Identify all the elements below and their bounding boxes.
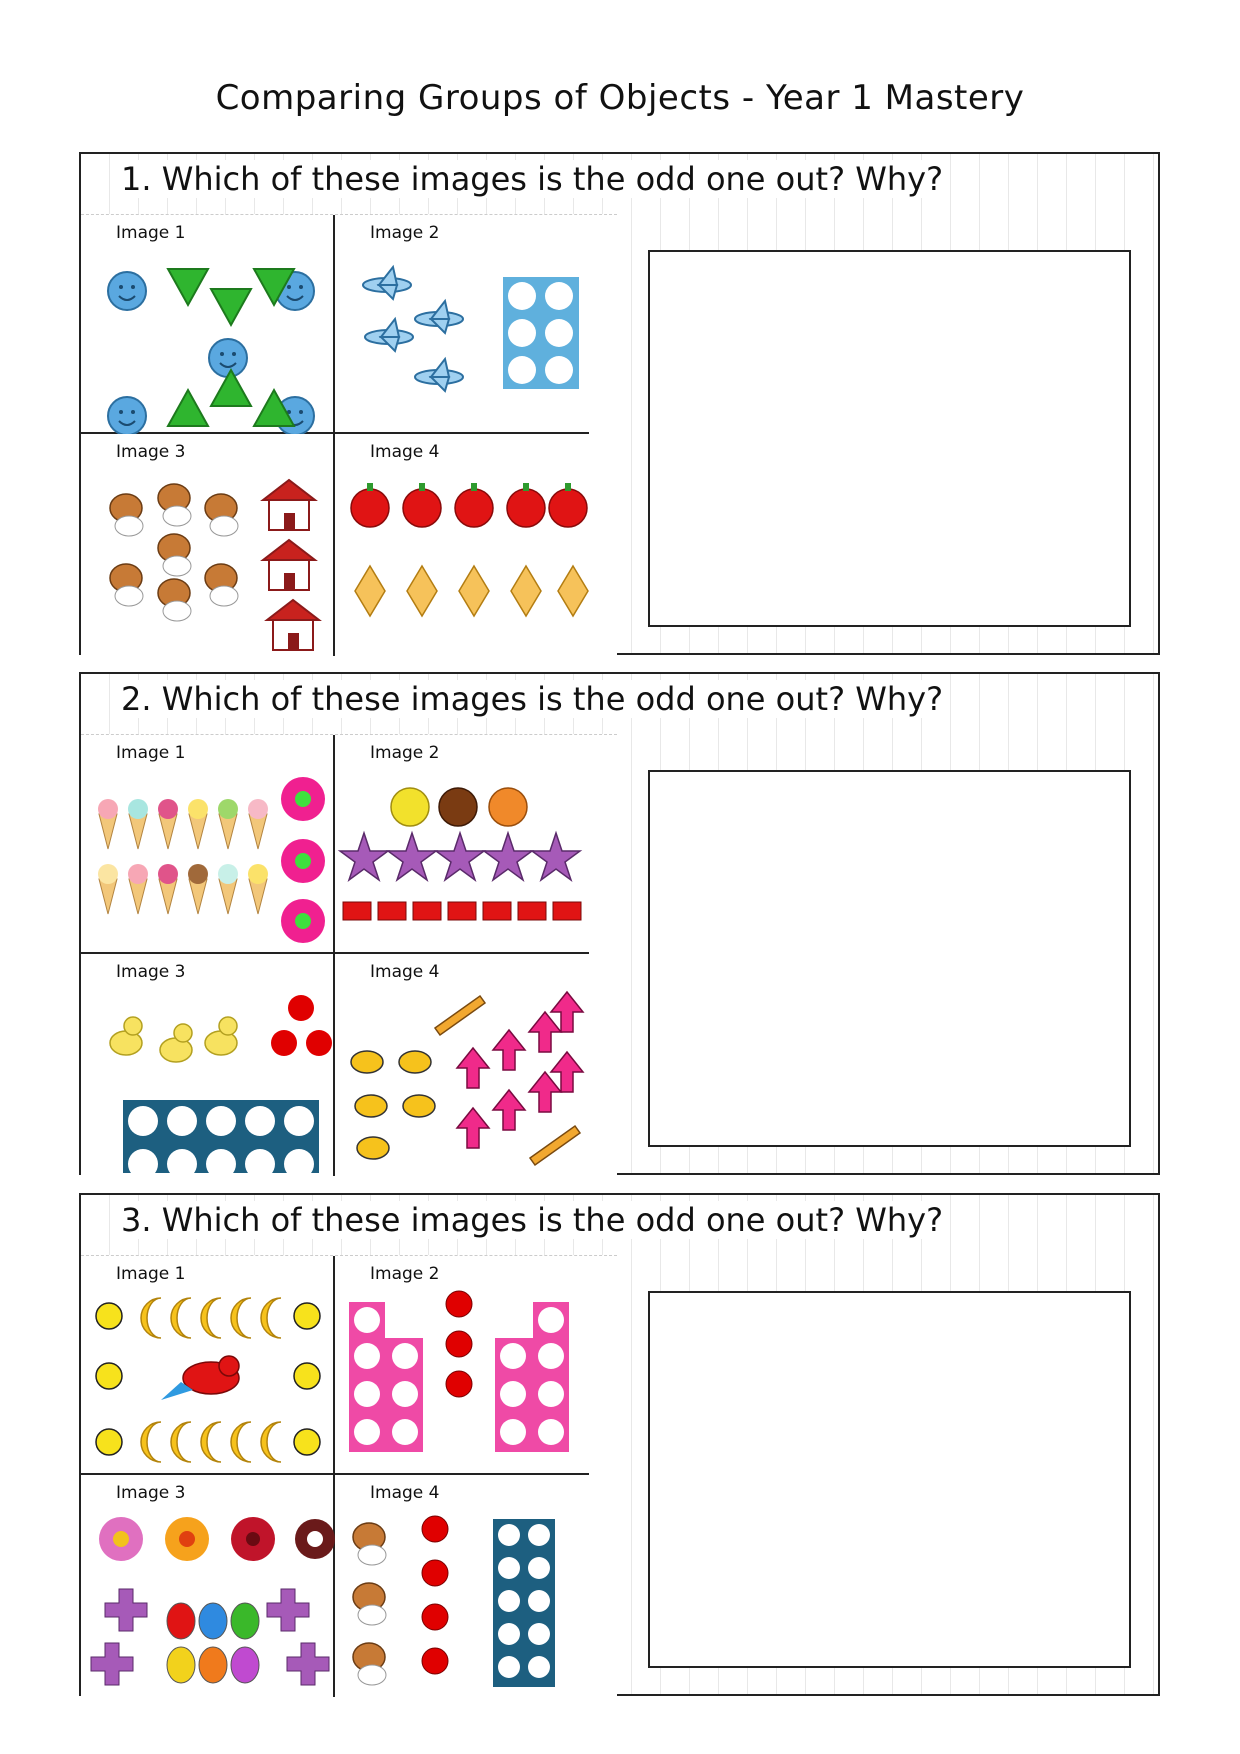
image-label: Image 2 bbox=[370, 1264, 440, 1284]
smiley-triangle-picture bbox=[81, 249, 335, 434]
question-section-1 bbox=[79, 152, 1160, 655]
image-1-panel bbox=[81, 215, 335, 434]
image-3-panel bbox=[81, 954, 335, 1176]
image-label: Image 4 bbox=[370, 962, 440, 982]
answer-box-3[interactable] bbox=[648, 1291, 1131, 1668]
suns-moons-parrot-picture bbox=[81, 1290, 335, 1475]
bees-arrows-pencils-picture bbox=[335, 988, 589, 1173]
image-grid-3 bbox=[81, 1255, 617, 1697]
pink-shapes-dots-picture bbox=[335, 1290, 589, 1475]
puppies-dots-tenframe-picture bbox=[335, 1509, 589, 1694]
image-4-panel bbox=[335, 954, 589, 1176]
image-2-panel bbox=[335, 735, 589, 954]
image-3-panel bbox=[81, 1475, 335, 1697]
question-1-text: 1. Which of these images is the odd one out? Why? bbox=[115, 160, 949, 198]
ducks-dots-tenframe-picture bbox=[81, 988, 335, 1173]
apples-diamonds-picture bbox=[335, 468, 589, 653]
question-3-text: 3. Which of these images is the odd one out? Why? bbox=[115, 1201, 949, 1239]
image-4-panel bbox=[335, 1475, 589, 1697]
answer-box-2[interactable] bbox=[648, 770, 1131, 1147]
puppies-houses-picture bbox=[81, 468, 335, 653]
question-2-text: 2. Which of these images is the odd one out? Why? bbox=[115, 680, 949, 718]
image-label: Image 2 bbox=[370, 743, 440, 763]
image-label: Image 1 bbox=[116, 1264, 186, 1284]
question-section-2 bbox=[79, 672, 1160, 1175]
planes-tenframe-picture bbox=[335, 249, 589, 434]
image-1-panel bbox=[81, 1256, 335, 1475]
image-grid-2 bbox=[81, 734, 617, 1176]
icecream-flowers-picture bbox=[81, 769, 335, 954]
answer-box-1[interactable] bbox=[648, 250, 1131, 627]
question-section-3 bbox=[79, 1193, 1160, 1696]
image-label: Image 3 bbox=[116, 962, 186, 982]
page-title: Comparing Groups of Objects - Year 1 Mastery bbox=[215, 78, 1025, 118]
image-2-panel bbox=[335, 1256, 589, 1475]
image-grid-1 bbox=[81, 214, 617, 656]
image-3-panel bbox=[81, 434, 335, 656]
image-label: Image 3 bbox=[116, 442, 186, 462]
image-4-panel bbox=[335, 434, 589, 656]
image-label: Image 4 bbox=[370, 442, 440, 462]
image-2-panel bbox=[335, 215, 589, 434]
image-label: Image 3 bbox=[116, 1483, 186, 1503]
flowers-crosses-eggs-picture bbox=[81, 1509, 335, 1694]
image-label: Image 1 bbox=[116, 223, 186, 243]
image-label: Image 2 bbox=[370, 223, 440, 243]
image-label: Image 1 bbox=[116, 743, 186, 763]
balls-stars-trains-picture bbox=[335, 769, 589, 954]
image-1-panel bbox=[81, 735, 335, 954]
image-label: Image 4 bbox=[370, 1483, 440, 1503]
